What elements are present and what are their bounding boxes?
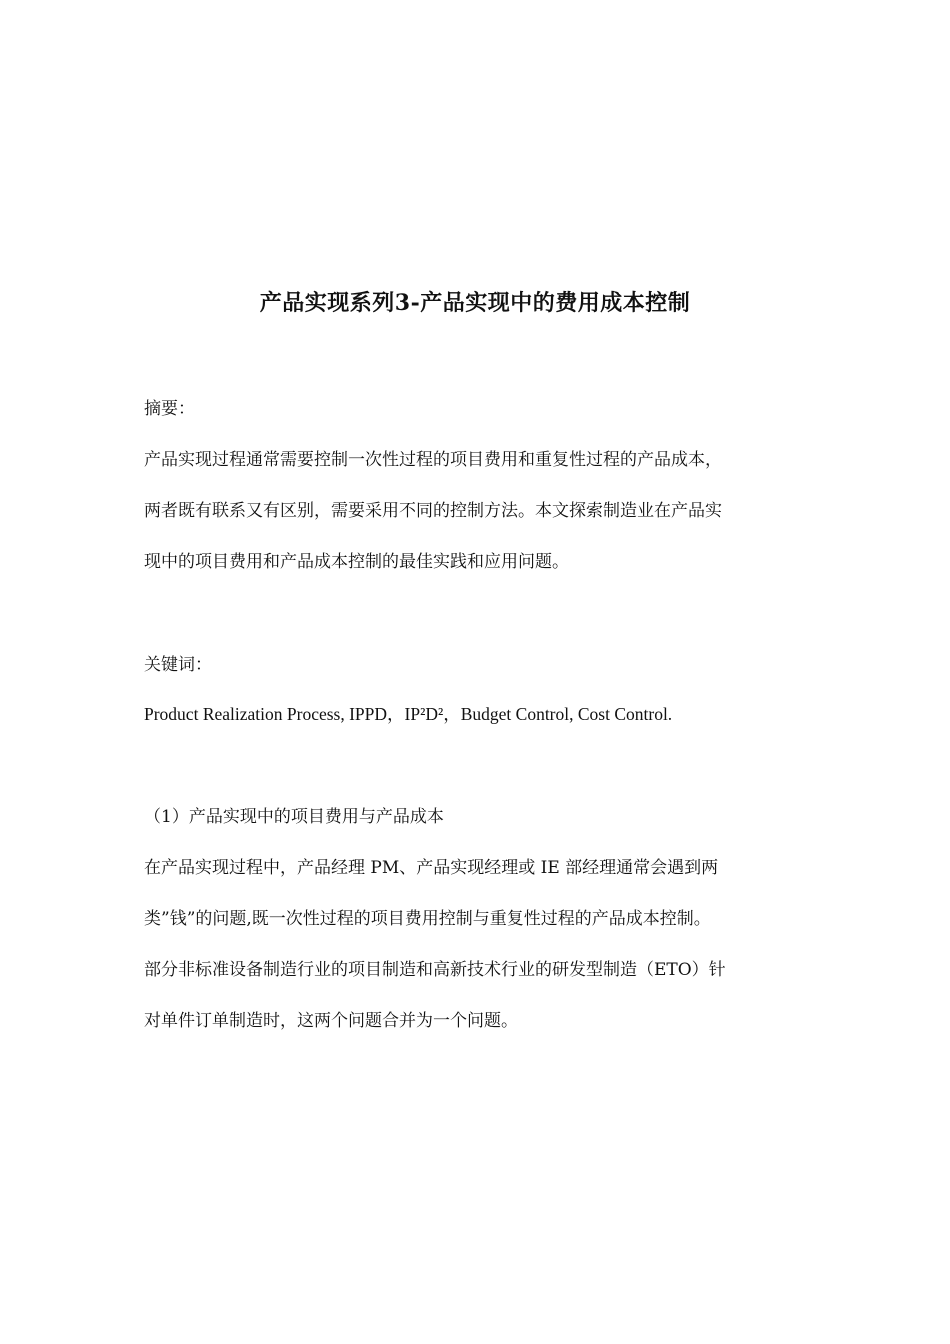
section-1-line-3: 部分非标准设备制造行业的项目制造和高新技术行业的研发型制造（ETO）针 [144, 960, 726, 980]
keywords-text: Product Realization Process, IPPD，IP²D²，Budget Control, Cost Control. [144, 704, 673, 724]
keywords-label: 关键词： [144, 655, 212, 675]
abstract-label: 摘要： [144, 399, 195, 419]
section-1-line-4: 对单件订单制造时，这两个问题合并为一个问题。 [144, 1011, 518, 1031]
abstract-line-2: 两者既有联系又有区别，需要采用不同的控制方法。本文探索制造业在产品实 [144, 501, 722, 521]
document-title: 产品实现系列3-产品实现中的费用成本控制 [259, 290, 691, 316]
section-1-line-1: 在产品实现过程中，产品经理 PM、产品实现经理或 IE 部经理通常会遇到两 [144, 858, 719, 878]
abstract-line-3: 现中的项目费用和产品成本控制的最佳实践和应用问题。 [144, 552, 569, 572]
section-1-heading: （1）产品实现中的项目费用与产品成本 [144, 807, 444, 827]
section-1-line-2: 类”钱”的问题,既一次性过程的项目费用控制与重复性过程的产品成本控制。 [144, 909, 711, 929]
abstract-line-1: 产品实现过程通常需要控制一次性过程的项目费用和重复性过程的产品成本， [144, 450, 722, 470]
